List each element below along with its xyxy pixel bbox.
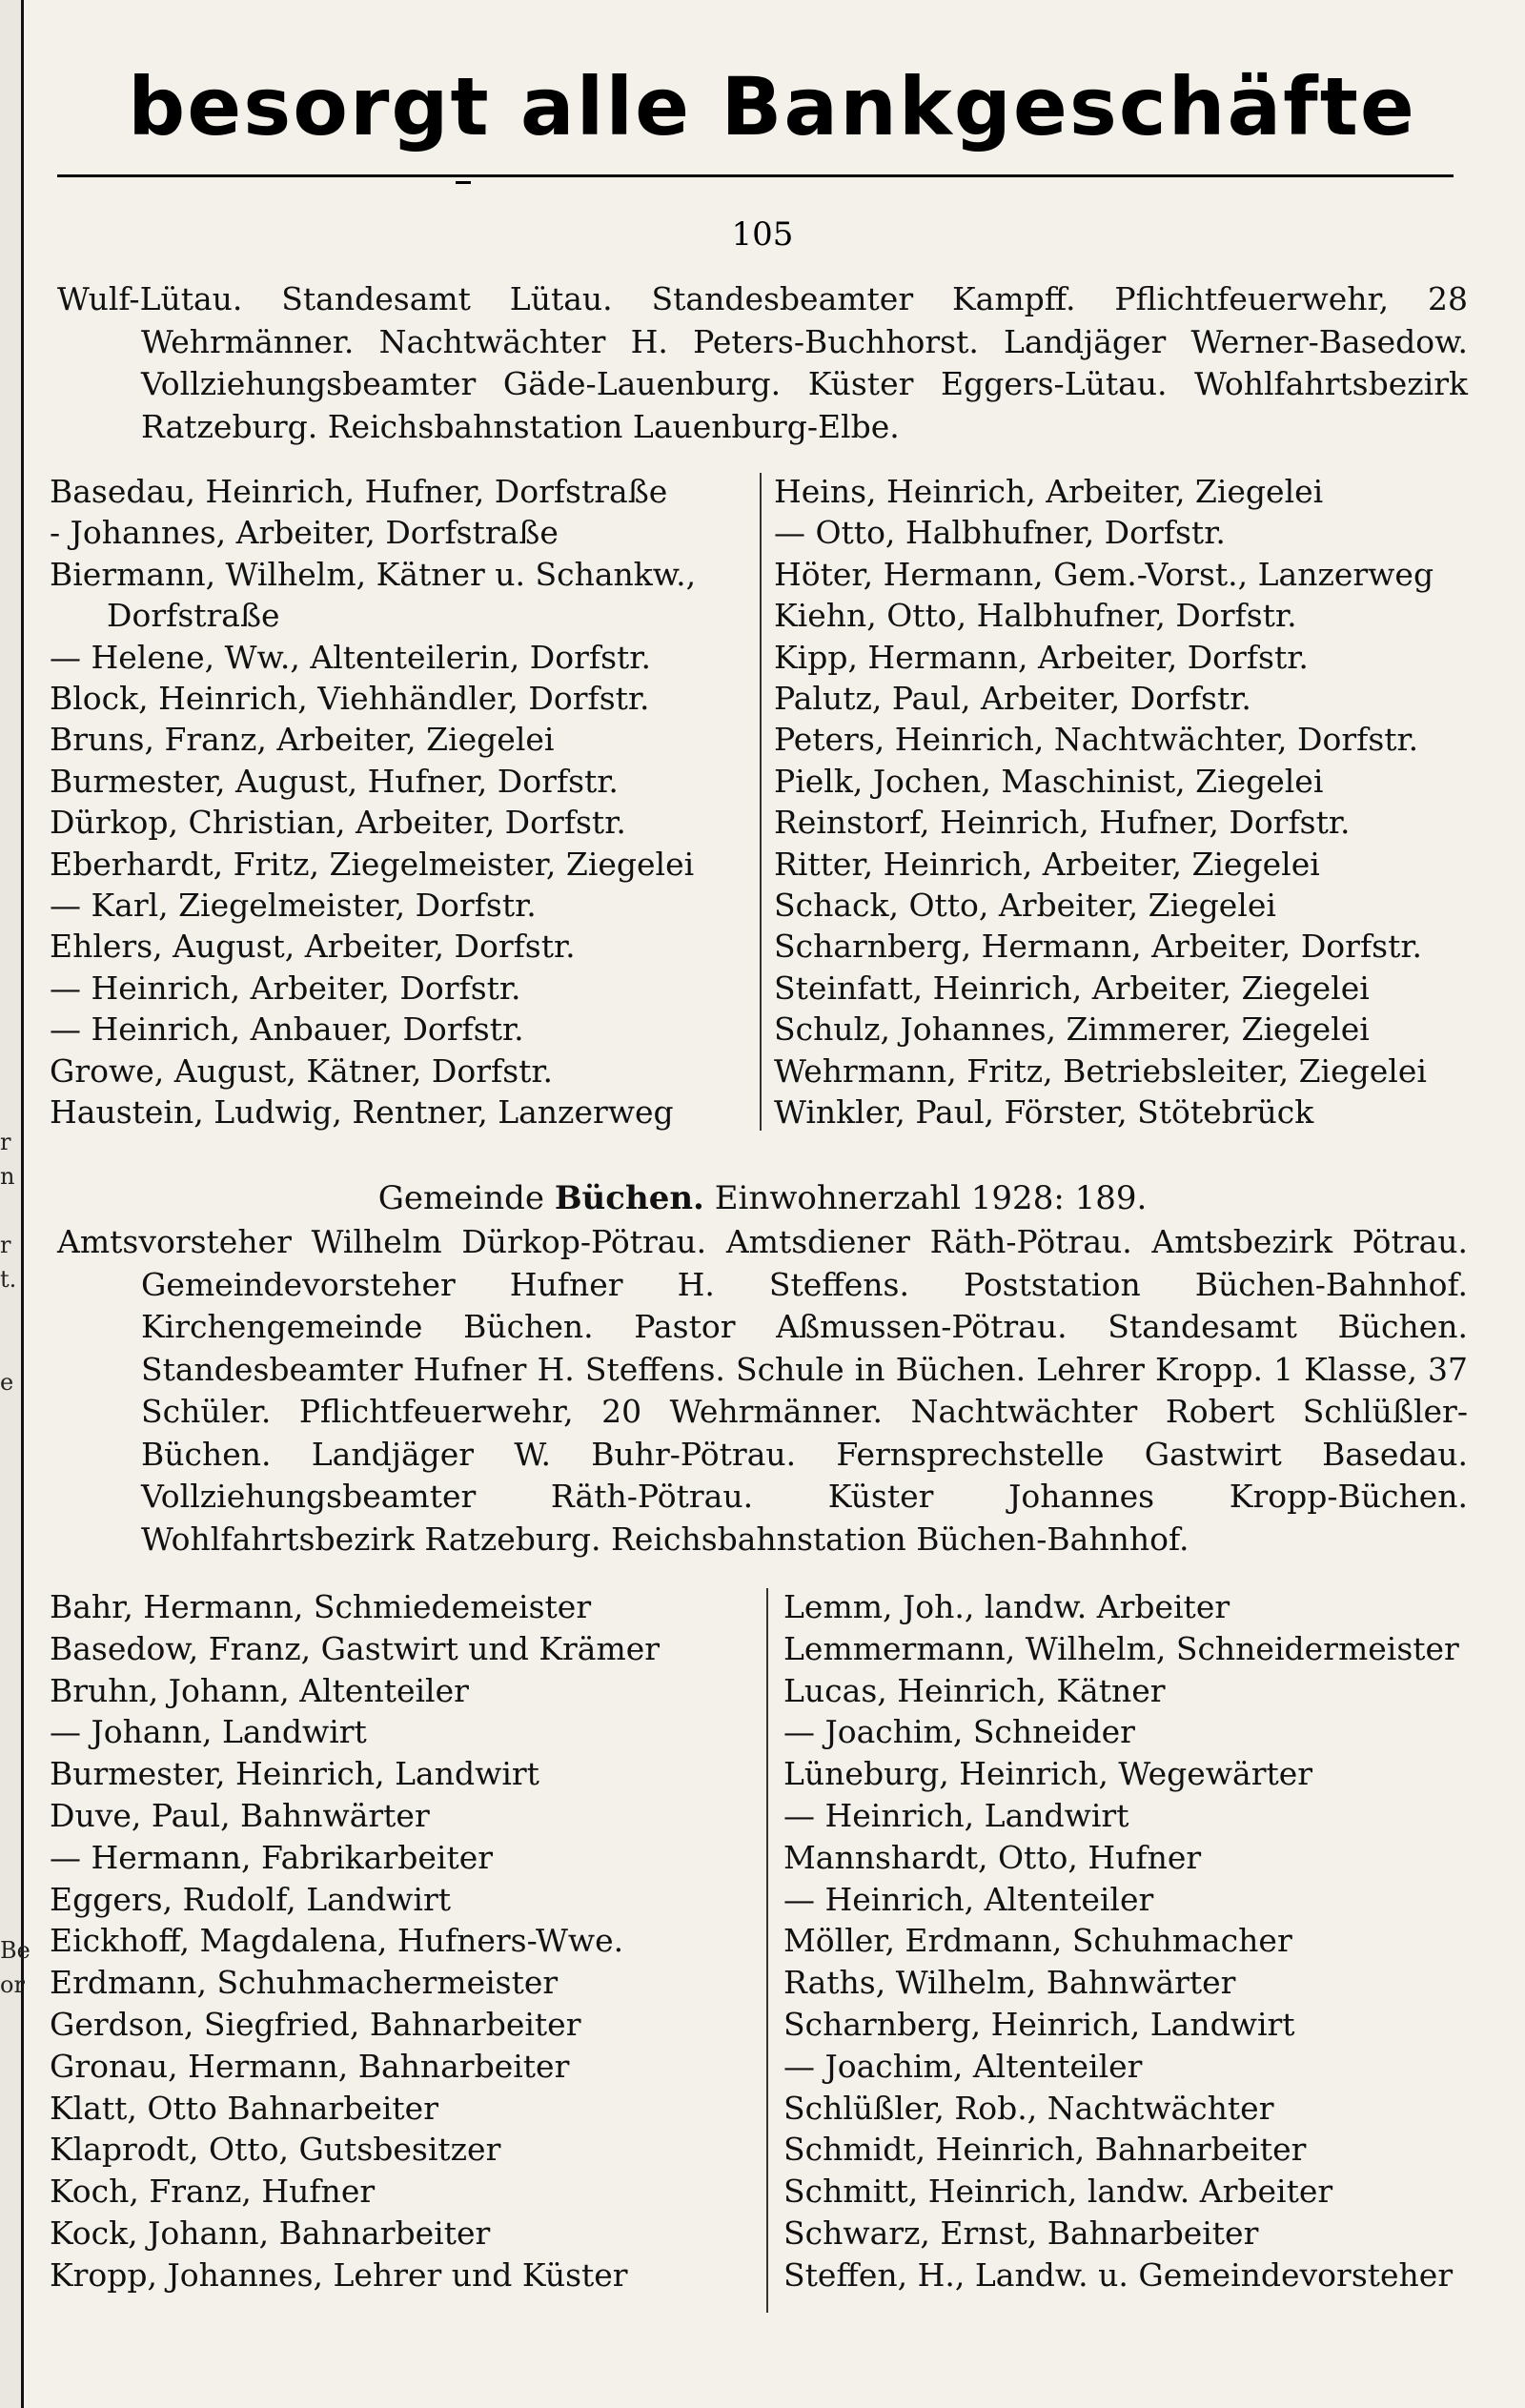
list-item: Bruhn, Johann, Altenteiler [50, 1671, 469, 1709]
municipality-text: Amtsvorsteher Wilhelm Dürkop-Pötrau. Amtsdiener Räth-Pötrau. Amtsbezirk Pötrau. Gemeindevorsteher Hufner H. Steffens. Poststation Büchen-Bahnhof. Kirchengemeinde Büchen. Pastor Aßmussen-Pötrau. Standesamt Büchen. Standesbeamter Hufner H. Steffens. Schule in Büchen. Lehrer Kropp. 1 Klasse, 37 Schüler. Pflichtfeuerwehr, 20 Wehrmänner. Nachtwächter Robert Schlüßler-Büchen. Landjäger W. Buhr-Pötrau. Fernsprechstelle Gastwirt Basedau. Vollziehungsbeamter Räth-Pötrau. Küster Johannes Kropp-Büchen. Wohlfahrtsbezirk Ratzeburg. Reichsbahnstation Büchen-Bahnhof. [57, 1223, 1468, 1558]
list-item: Erdmann, Schuhmachermeister [50, 1964, 559, 2002]
municipality-paragraph [57, 1221, 1468, 1561]
list-item: Palutz, Paul, Arbeiter, Dorfstr. [774, 680, 1251, 718]
list-item: Kiehn, Otto, Halbhufner, Dorfstr. [774, 597, 1297, 635]
resident-list-2 [50, 1586, 1475, 2311]
list-item: Steinfatt, Heinrich, Arbeiter, Ziegelei [774, 969, 1370, 1007]
margin-fragment: e [0, 1369, 14, 1396]
list-item: Burmester, August, Hufner, Dorfstr. [50, 762, 619, 800]
list-item: Eberhardt, Fritz, Ziegelmeister, Ziegelei [50, 845, 695, 883]
list-item: Reinstorf, Heinrich, Hufner, Dorfstr. [774, 804, 1351, 842]
municipality-heading [0, 1177, 1525, 1219]
list-item: Schlüßler, Rob., Nachtwächter [783, 2089, 1274, 2127]
list-item: Lemm, Joh., landw. Arbeiter [783, 1588, 1230, 1625]
list-item: Höter, Hermann, Gem.-Vorst., Lanzerweg [774, 555, 1434, 593]
list-item: Kock, Johann, Bahnarbeiter [50, 2214, 491, 2252]
list-item: Gerdson, Siegfried, Bahnarbeiter [50, 2005, 581, 2043]
population-count: Einwohnerzahl 1928: 189. [714, 1179, 1148, 1217]
banner-rule-right [477, 174, 1454, 177]
list-item: Eickhoff, Magdalena, Hufners-Wwe. [50, 1922, 624, 1960]
list-item: Winkler, Paul, Förster, Stötebrück [774, 1093, 1314, 1132]
list-item: — Otto, Halbhufner, Dorfstr. [774, 514, 1226, 552]
list-item: Scharnberg, Hermann, Arbeiter, Dorfstr. [774, 928, 1422, 966]
list-item: — Karl, Ziegelmeister, Dorfstr. [50, 887, 537, 925]
list-item: Ehlers, August, Arbeiter, Dorfstr. [50, 928, 576, 966]
resident-list-1-right [774, 471, 1475, 1133]
list-item: Growe, August, Kätner, Dorfstr. [50, 1051, 554, 1090]
list-item: Basedow, Franz, Gastwirt und Krämer [50, 1629, 661, 1667]
list-item: Peters, Heinrich, Nachtwächter, Dorfstr. [774, 721, 1419, 759]
list-item: - Johannes, Arbeiter, Dorfstraße [50, 514, 559, 552]
list-item: Schack, Otto, Arbeiter, Ziegelei [774, 887, 1276, 925]
municipality-name: Büchen. [554, 1179, 704, 1217]
list-item: Raths, Wilhelm, Bahnwärter [783, 1964, 1236, 2002]
margin-fragments [0, 1125, 30, 2002]
list-item: — Heinrich, Arbeiter, Dorfstr. [50, 969, 521, 1007]
list-item: — Helene, Ww., Altenteilerin, Dorfstr. [50, 638, 651, 676]
list-item: Steffen, H., Landw. u. Gemeindevorsteher [783, 2255, 1454, 2294]
margin-fragment: or [0, 1971, 25, 1998]
resident-list-2-right [783, 1586, 1485, 2296]
list-item: Lüneburg, Heinrich, Wegewärter [783, 1755, 1313, 1793]
list-item: Schmitt, Heinrich, landw. Arbeiter [783, 2173, 1333, 2211]
intro-paragraph [57, 278, 1468, 448]
margin-fragment: r [0, 1129, 11, 1155]
list-item: Lemmermann, Wilhelm, Schneidermeister [783, 1629, 1459, 1667]
list-item: Biermann, Wilhelm, Kätner u. Schankw., [50, 555, 697, 593]
list-item: Lucas, Heinrich, Kätner [783, 1671, 1166, 1709]
margin-fragment: t. [0, 1266, 17, 1293]
list-item: — Johann, Landwirt [50, 1713, 367, 1751]
list-item: Heins, Heinrich, Arbeiter, Ziegelei [774, 473, 1324, 510]
column-divider [760, 473, 762, 1131]
list-item: Dürkop, Christian, Arbeiter, Dorfstr. [50, 804, 626, 842]
banner-rule-mark [456, 181, 471, 184]
list-item: — Joachim, Schneider [783, 1713, 1135, 1751]
column-divider [766, 1588, 768, 2313]
margin-fragment: r [0, 1232, 11, 1258]
list-item: Möller, Erdmann, Schuhmacher [783, 1922, 1292, 1960]
list-item: — Heinrich, Altenteiler [783, 1880, 1154, 1918]
list-item: Block, Heinrich, Viehhändler, Dorfstr. [50, 680, 650, 718]
margin-fragment: Be [0, 1937, 30, 1964]
advertisement-banner: besorgt alle Bankgeschäfte [128, 60, 1416, 153]
list-item: Klaprodt, Otto, Gutsbesitzer [50, 2131, 501, 2169]
list-item: Kipp, Hermann, Arbeiter, Dorfstr. [774, 638, 1309, 676]
resident-list-2-left [50, 1586, 745, 2296]
resident-list-1-left [50, 471, 745, 1133]
list-item: Schulz, Johannes, Zimmerer, Ziegelei [774, 1010, 1370, 1049]
list-item: Bahr, Hermann, Schmiedemeister [50, 1588, 592, 1625]
list-item: Mannshardt, Otto, Hufner [783, 1838, 1202, 1876]
list-item: Haustein, Ludwig, Rentner, Lanzerweg [50, 1093, 674, 1132]
list-item-continuation: Dorfstraße [107, 597, 280, 635]
list-item: — Heinrich, Anbauer, Dorfstr. [50, 1010, 524, 1049]
list-item: Koch, Franz, Hufner [50, 2173, 376, 2211]
list-item: Duve, Paul, Bahnwärter [50, 1796, 430, 1834]
list-item: Pielk, Jochen, Maschinist, Ziegelei [774, 762, 1324, 800]
list-item: Schwarz, Ernst, Bahnarbeiter [783, 2214, 1259, 2252]
banner-rule-left [57, 174, 477, 177]
list-item: Klatt, Otto Bahnarbeiter [50, 2089, 438, 2127]
list-item: Gronau, Hermann, Bahnarbeiter [50, 2047, 570, 2085]
list-item: Burmester, Heinrich, Landwirt [50, 1755, 539, 1793]
list-item: Scharnberg, Heinrich, Landwirt [783, 2005, 1295, 2043]
list-item: — Hermann, Fabrikarbeiter [50, 1838, 494, 1876]
list-item: Ritter, Heinrich, Arbeiter, Ziegelei [774, 845, 1320, 883]
list-item: Schmidt, Heinrich, Bahnarbeiter [783, 2131, 1307, 2169]
list-item: — Heinrich, Landwirt [783, 1796, 1129, 1834]
list-item: Bruns, Franz, Arbeiter, Ziegelei [50, 721, 555, 759]
list-item: Kropp, Johannes, Lehrer und Küster [50, 2255, 628, 2294]
intro-text: Wulf-Lütau. Standesamt Lütau. Standesbeamter Kampff. Pflichtfeuerwehr, 28 Wehrmänner. Nachtwächter H. Peters-Buchhorst. Landjäger Werner-Basedow. Vollziehungsbeamter Gäde-Lauenburg. Küster Eggers-Lütau. Wohlfahrtsbezirk Ratzeburg. Reichsbahnstation Lauenburg-Elbe. [57, 280, 1468, 445]
resident-list-1 [50, 471, 1475, 1138]
list-item: Basedau, Heinrich, Hufner, Dorfstraße [50, 473, 668, 510]
list-item: — Joachim, Altenteiler [783, 2047, 1143, 2085]
heading-prefix: Gemeinde [377, 1179, 544, 1217]
list-item: Wehrmann, Fritz, Betriebsleiter, Ziegelei [774, 1051, 1427, 1090]
margin-fragment: n [0, 1163, 15, 1190]
list-item: Eggers, Rudolf, Landwirt [50, 1880, 452, 1918]
page-number: 105 [731, 215, 794, 254]
